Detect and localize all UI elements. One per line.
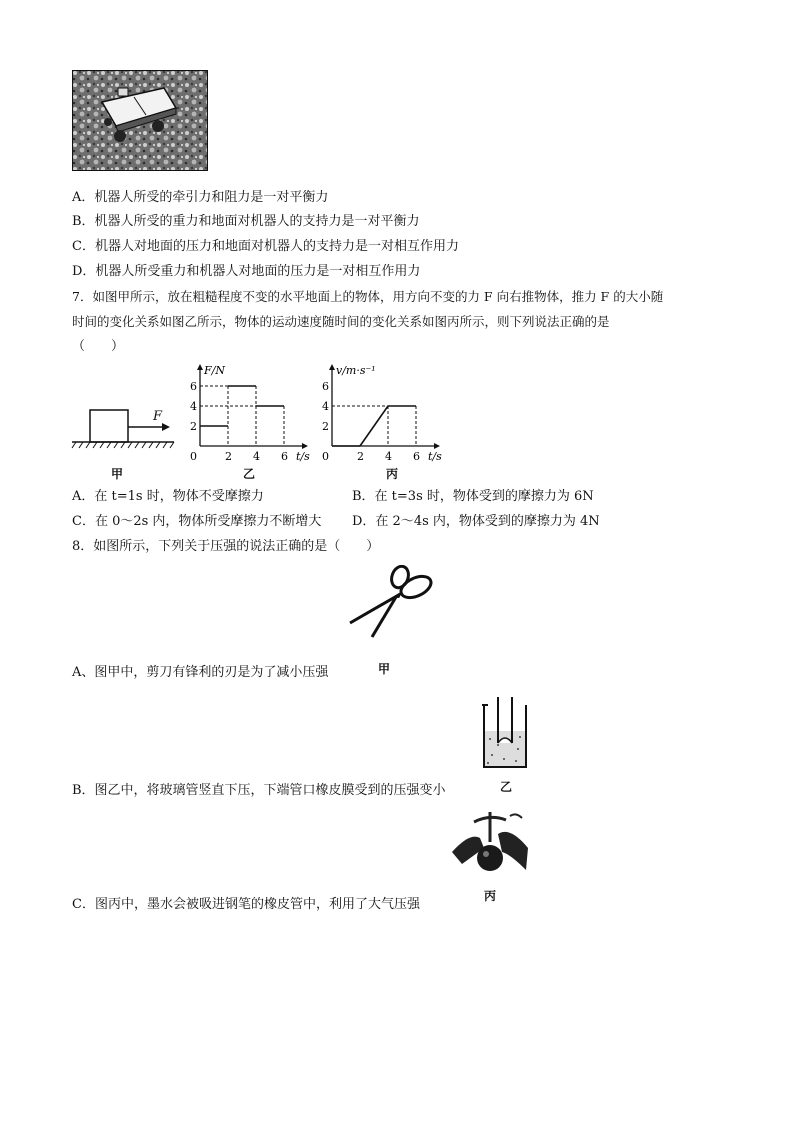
velocity-chart-x-tick-6: 6: [413, 450, 420, 463]
q6-option-a: A．机器人所受的牵引力和阻力是一对平衡力: [72, 190, 329, 205]
force-chart-y-label: F/N: [204, 364, 225, 377]
velocity-chart-x-tick-4: 4: [385, 450, 392, 463]
force-chart-y-tick-4: 4: [190, 400, 197, 413]
robot-photo: [72, 70, 208, 171]
force-chart-y-tick-6: 6: [190, 380, 197, 393]
q7-option-d: D．在 2～4s 内，物体受到的摩擦力为 4N: [352, 514, 600, 529]
force-label-f: F: [153, 409, 163, 424]
q7-option-b: B．在 t=3s 时，物体受到的摩擦力为 6N: [352, 489, 594, 504]
scissors-image: [346, 565, 442, 641]
force-chart-x-tick-4: 4: [253, 450, 260, 463]
q7-stem-line2: 时间的变化关系如图乙所示，物体的运动速度随时间的变化关系如图丙所示，则下列说法正确的是: [72, 314, 610, 329]
force-chart-y-arrow: [197, 364, 203, 370]
velocity-chart-y-label: v/m·s⁻¹: [336, 364, 376, 377]
q7-option-a: A．在 t=1s 时，物体不受摩擦力: [72, 489, 264, 504]
q8-stem: 8．如图所示，下列关于压强的说法正确的是（ ）: [72, 539, 380, 554]
velocity-chart-y-arrow: [329, 364, 335, 370]
caption-bing: 丙: [386, 467, 399, 481]
force-chart-y-tick-2: 2: [190, 420, 197, 433]
q8-option-b: B．图乙中，将玻璃管竖直下压，下端管口橡皮膜受到的压强变小: [72, 783, 446, 798]
velocity-chart-y-tick-4: 4: [322, 400, 329, 413]
velocity-chart-x-tick-2: 2: [357, 450, 364, 463]
force-chart-x-arrow: [302, 443, 308, 449]
q7-option-c: C．在 0～2s 内，物体所受摩擦力不断增大: [72, 514, 322, 529]
velocity-chart-segment-1: [360, 406, 388, 446]
velocity-chart-x-label: t/s: [428, 450, 442, 463]
q6-option-c: C．机器人对地面的压力和地面对机器人的支持力是一对相互作用力: [72, 239, 459, 254]
velocity-chart-y-tick-6: 6: [322, 380, 329, 393]
velocity-chart-y-tick-2: 2: [322, 420, 329, 433]
caption-q8-jia: 甲: [378, 662, 391, 676]
q7-stem-line3: （ ）: [72, 339, 125, 354]
force-chart-x-label: t/s: [296, 450, 310, 463]
q7-figure-jia: [70, 400, 180, 450]
caption-q8-bing: 丙: [484, 889, 497, 903]
force-chart-x-tick-2: 2: [225, 450, 232, 463]
caption-yi: 乙: [243, 467, 256, 481]
chart-velocity-time: [310, 364, 450, 464]
fountain-pen-image: [450, 808, 530, 882]
force-chart-origin-label: 0: [190, 450, 197, 463]
velocity-chart-x-arrow: [434, 443, 440, 449]
q8-option-c: C．图丙中，墨水会被吸进钢笔的橡皮管中，利用了大气压强: [72, 897, 420, 912]
q8-option-a: A、图甲中，剪刀有锋利的刃是为了减小压强: [72, 665, 329, 680]
force-chart-x-tick-6: 6: [281, 450, 288, 463]
chart-force-time: [180, 364, 310, 464]
caption-jia: 甲: [111, 467, 124, 481]
q6-option-d: D．机器人所受重力和机器人对地面的压力是一对相互作用力: [72, 264, 421, 279]
q6-option-b: B．机器人所受的重力和地面对机器人的支持力是一对平衡力: [72, 214, 420, 229]
caption-q8-yi: 乙: [500, 780, 513, 794]
velocity-chart-origin-label: 0: [322, 450, 329, 463]
q7-stem-line1: 7．如图甲所示，放在粗糙程度不变的水平地面上的物体，用方向不变的力 F 向右推物体，推力 F 的大小随: [72, 289, 664, 304]
beaker-tube-image: [480, 695, 530, 771]
